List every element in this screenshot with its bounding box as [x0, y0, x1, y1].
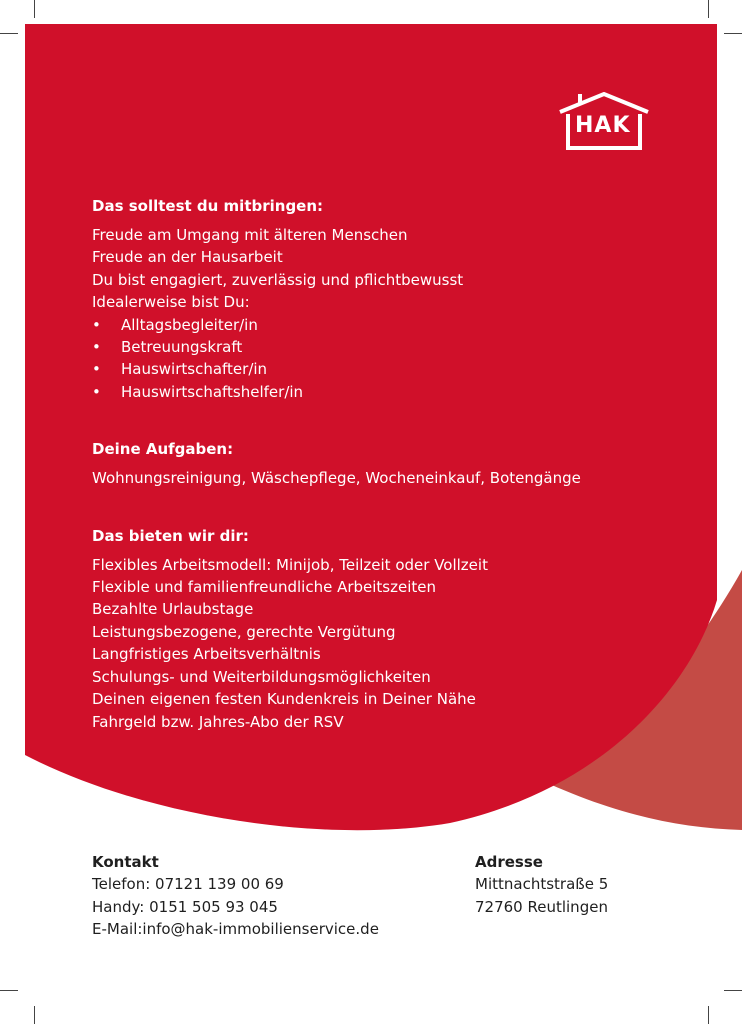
bullet-label: Alltagsbegleiter/in	[121, 315, 258, 334]
address-heading: Adresse	[475, 853, 543, 871]
crop-mark-bottom-left-h	[0, 990, 18, 991]
offer-heading: Das bieten wir dir:	[92, 526, 249, 545]
tasks-section	[92, 439, 652, 489]
bullet-icon: •	[92, 360, 101, 379]
offer-line: Flexible und familienfreundliche Arbeitszeiten	[92, 578, 437, 597]
logo-text: HAK	[575, 113, 631, 138]
requirements-heading: Das solltest du mitbringen:	[92, 197, 324, 215]
contact-block	[92, 851, 379, 941]
crop-mark-bottom-left	[34, 1006, 35, 1024]
crop-mark-bottom-right-h	[724, 990, 742, 991]
offer-line: Leistungsbezogene, gerechte Vergütung	[92, 622, 396, 641]
contact-mobile[interactable]: Handy: 0151 505 93 045	[92, 897, 278, 916]
bullet-icon: •	[92, 338, 101, 357]
offer-line: Deinen eigenen festen Kundenkreis in Deiner Nähe	[92, 690, 476, 709]
main-content	[92, 196, 652, 769]
bullet-item	[92, 336, 652, 358]
offer-line: Bezahlte Urlaubstage	[92, 600, 254, 619]
requirements-line: Du bist engagiert, zuverlässig und pflichtbewusst	[92, 270, 464, 289]
tasks-line: Wohnungsreinigung, Wäschepflege, Wocheneinkauf, Botengänge	[92, 469, 581, 488]
crop-mark-top-right-h	[724, 33, 742, 34]
offer-line: Schulungs- und Weiterbildungsmöglichkeiten	[92, 667, 431, 686]
address-street: Mittnachtstraße 5	[475, 875, 609, 893]
requirements-section	[92, 196, 652, 403]
contact-phone[interactable]: Telefon: 07121 139 00 69	[92, 875, 284, 893]
requirements-line: Freude am Umgang mit älteren Menschen	[92, 226, 408, 244]
contact-email[interactable]: E-Mail:info@hak-immobilienservice.de	[92, 920, 379, 938]
tasks-heading: Deine Aufgaben:	[92, 440, 234, 459]
bullet-icon: •	[92, 315, 101, 334]
crop-mark-top-right	[708, 0, 709, 18]
bullet-label: Hauswirtschafter/in	[121, 360, 268, 379]
address-block	[475, 851, 608, 918]
bullet-item	[92, 358, 652, 380]
bullet-label: Betreuungskraft	[121, 338, 243, 357]
crop-mark-top-left-h	[0, 33, 18, 34]
offer-line: Fahrgeld bzw. Jahres-Abo der RSV	[92, 712, 344, 731]
bullet-item	[92, 381, 652, 403]
contact-heading: Kontakt	[92, 853, 159, 871]
offer-line: Langfristiges Arbeitsverhältnis	[92, 645, 321, 664]
crop-mark-top-left	[34, 0, 35, 18]
offer-section	[92, 526, 652, 733]
requirements-line: Idealerweise bist Du:	[92, 293, 250, 312]
crop-mark-bottom-right	[708, 1006, 709, 1024]
offer-line: Flexibles Arbeitsmodell: Minijob, Teilzeit oder Vollzeit	[92, 555, 488, 574]
bullet-label: Hauswirtschaftshelfer/in	[121, 382, 304, 401]
bullet-icon: •	[92, 382, 101, 401]
bullet-item	[92, 314, 652, 336]
address-city: 72760 Reutlingen	[475, 897, 608, 916]
requirements-line: Freude an der Hausarbeit	[92, 248, 283, 267]
